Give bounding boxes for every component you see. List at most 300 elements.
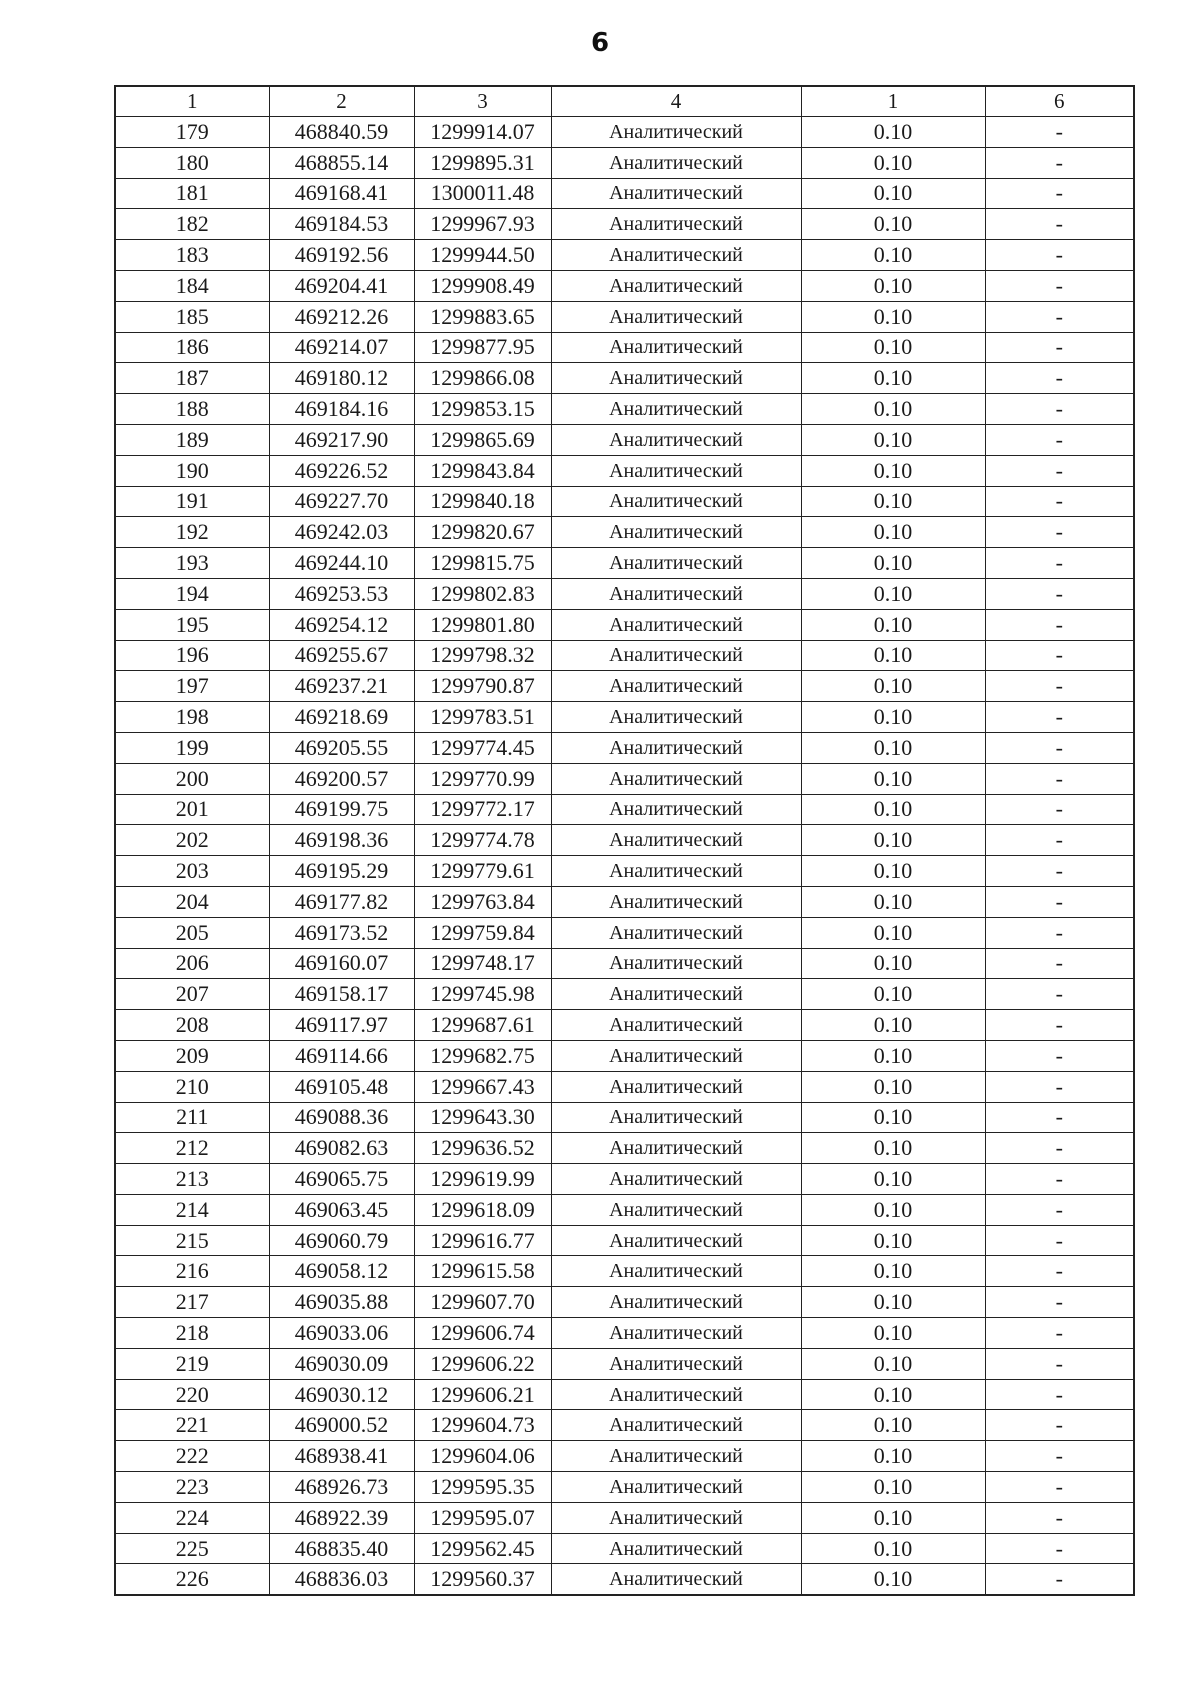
accuracy-cell: 0.10 (801, 1102, 985, 1133)
method-cell: Аналитический (551, 917, 801, 948)
method-cell: Аналитический (551, 1010, 801, 1041)
table-row (115, 702, 1134, 733)
accuracy-cell: 0.10 (801, 609, 985, 640)
point-number-cell: 184 (115, 270, 269, 301)
point-number-cell: 202 (115, 825, 269, 856)
x-coordinate-cell: 469105.48 (269, 1071, 414, 1102)
column-header: 1 (801, 86, 985, 117)
column-header: 4 (551, 86, 801, 117)
method-cell: Аналитический (551, 301, 801, 332)
method-cell: Аналитический (551, 1225, 801, 1256)
accuracy-cell: 0.10 (801, 1010, 985, 1041)
method-cell: Аналитический (551, 1102, 801, 1133)
column-header: 1 (115, 86, 269, 117)
table-row (115, 240, 1134, 271)
point-number-cell: 179 (115, 117, 269, 148)
y-coordinate-cell: 1299790.87 (414, 671, 551, 702)
method-cell: Аналитический (551, 794, 801, 825)
method-cell: Аналитический (551, 948, 801, 979)
note-cell: - (985, 301, 1134, 332)
method-cell: Аналитический (551, 209, 801, 240)
table-row (115, 1287, 1134, 1318)
table-row (115, 455, 1134, 486)
table-row (115, 886, 1134, 917)
point-number-cell: 223 (115, 1472, 269, 1503)
accuracy-cell: 0.10 (801, 702, 985, 733)
note-cell: - (985, 671, 1134, 702)
accuracy-cell: 0.10 (801, 363, 985, 394)
point-number-cell: 212 (115, 1133, 269, 1164)
x-coordinate-cell: 469033.06 (269, 1318, 414, 1349)
method-cell: Аналитический (551, 640, 801, 671)
accuracy-cell: 0.10 (801, 1441, 985, 1472)
y-coordinate-cell: 1299606.74 (414, 1318, 551, 1349)
x-coordinate-cell: 469244.10 (269, 548, 414, 579)
table-row (115, 640, 1134, 671)
x-coordinate-cell: 469177.82 (269, 886, 414, 917)
y-coordinate-cell: 1299595.35 (414, 1472, 551, 1503)
accuracy-cell: 0.10 (801, 1533, 985, 1564)
method-cell: Аналитический (551, 147, 801, 178)
accuracy-cell: 0.10 (801, 1287, 985, 1318)
point-number-cell: 182 (115, 209, 269, 240)
x-coordinate-cell: 469158.17 (269, 979, 414, 1010)
note-cell: - (985, 1040, 1134, 1071)
table-row (115, 147, 1134, 178)
table-row (115, 578, 1134, 609)
method-cell: Аналитический (551, 856, 801, 887)
x-coordinate-cell: 469253.53 (269, 578, 414, 609)
accuracy-cell: 0.10 (801, 1194, 985, 1225)
method-cell: Аналитический (551, 671, 801, 702)
note-cell: - (985, 394, 1134, 425)
y-coordinate-cell: 1299883.65 (414, 301, 551, 332)
x-coordinate-cell: 469184.53 (269, 209, 414, 240)
accuracy-cell: 0.10 (801, 1040, 985, 1071)
method-cell: Аналитический (551, 1502, 801, 1533)
x-coordinate-cell: 468926.73 (269, 1472, 414, 1503)
method-cell: Аналитический (551, 424, 801, 455)
x-coordinate-cell: 469058.12 (269, 1256, 414, 1287)
x-coordinate-cell: 469255.67 (269, 640, 414, 671)
x-coordinate-cell: 468855.14 (269, 147, 414, 178)
method-cell: Аналитический (551, 1256, 801, 1287)
x-coordinate-cell: 468938.41 (269, 1441, 414, 1472)
accuracy-cell: 0.10 (801, 394, 985, 425)
point-number-cell: 221 (115, 1410, 269, 1441)
point-number-cell: 217 (115, 1287, 269, 1318)
accuracy-cell: 0.10 (801, 671, 985, 702)
note-cell: - (985, 240, 1134, 271)
accuracy-cell: 0.10 (801, 1318, 985, 1349)
table-row (115, 1256, 1134, 1287)
y-coordinate-cell: 1299840.18 (414, 486, 551, 517)
y-coordinate-cell: 1299815.75 (414, 548, 551, 579)
y-coordinate-cell: 1299619.99 (414, 1164, 551, 1195)
table-row (115, 1194, 1134, 1225)
note-cell: - (985, 578, 1134, 609)
note-cell: - (985, 117, 1134, 148)
point-number-cell: 218 (115, 1318, 269, 1349)
table-row (115, 1441, 1134, 1472)
x-coordinate-cell: 468836.03 (269, 1564, 414, 1595)
y-coordinate-cell: 1299772.17 (414, 794, 551, 825)
accuracy-cell: 0.10 (801, 1564, 985, 1595)
y-coordinate-cell: 1299783.51 (414, 702, 551, 733)
point-number-cell: 196 (115, 640, 269, 671)
method-cell: Аналитический (551, 1318, 801, 1349)
accuracy-cell: 0.10 (801, 1410, 985, 1441)
x-coordinate-cell: 469226.52 (269, 455, 414, 486)
method-cell: Аналитический (551, 1441, 801, 1472)
accuracy-cell: 0.10 (801, 979, 985, 1010)
method-cell: Аналитический (551, 732, 801, 763)
note-cell: - (985, 363, 1134, 394)
note-cell: - (985, 979, 1134, 1010)
accuracy-cell: 0.10 (801, 1133, 985, 1164)
x-coordinate-cell: 469168.41 (269, 178, 414, 209)
y-coordinate-cell: 1299745.98 (414, 979, 551, 1010)
method-cell: Аналитический (551, 455, 801, 486)
note-cell: - (985, 1410, 1134, 1441)
method-cell: Аналитический (551, 1040, 801, 1071)
point-number-cell: 226 (115, 1564, 269, 1595)
note-cell: - (985, 1564, 1134, 1595)
accuracy-cell: 0.10 (801, 640, 985, 671)
table-row (115, 1071, 1134, 1102)
x-coordinate-cell: 469082.63 (269, 1133, 414, 1164)
point-number-cell: 186 (115, 332, 269, 363)
x-coordinate-cell: 469000.52 (269, 1410, 414, 1441)
table-row (115, 1472, 1134, 1503)
y-coordinate-cell: 1299801.80 (414, 609, 551, 640)
table-row (115, 178, 1134, 209)
y-coordinate-cell: 1299615.58 (414, 1256, 551, 1287)
table-row (115, 548, 1134, 579)
y-coordinate-cell: 1299687.61 (414, 1010, 551, 1041)
y-coordinate-cell: 1299798.32 (414, 640, 551, 671)
point-number-cell: 225 (115, 1533, 269, 1564)
y-coordinate-cell: 1300011.48 (414, 178, 551, 209)
column-header: 3 (414, 86, 551, 117)
y-coordinate-cell: 1299866.08 (414, 363, 551, 394)
note-cell: - (985, 1472, 1134, 1503)
y-coordinate-cell: 1299636.52 (414, 1133, 551, 1164)
method-cell: Аналитический (551, 763, 801, 794)
point-number-cell: 200 (115, 763, 269, 794)
x-coordinate-cell: 469237.21 (269, 671, 414, 702)
note-cell: - (985, 548, 1134, 579)
method-cell: Аналитический (551, 825, 801, 856)
accuracy-cell: 0.10 (801, 1256, 985, 1287)
note-cell: - (985, 886, 1134, 917)
x-coordinate-cell: 468922.39 (269, 1502, 414, 1533)
table-row (115, 1225, 1134, 1256)
y-coordinate-cell: 1299595.07 (414, 1502, 551, 1533)
note-cell: - (985, 147, 1134, 178)
point-number-cell: 185 (115, 301, 269, 332)
method-cell: Аналитический (551, 1410, 801, 1441)
x-coordinate-cell: 469242.03 (269, 517, 414, 548)
table-row (115, 209, 1134, 240)
note-cell: - (985, 825, 1134, 856)
point-number-cell: 204 (115, 886, 269, 917)
method-cell: Аналитический (551, 270, 801, 301)
method-cell: Аналитический (551, 1379, 801, 1410)
accuracy-cell: 0.10 (801, 332, 985, 363)
x-coordinate-cell: 469184.16 (269, 394, 414, 425)
point-number-cell: 188 (115, 394, 269, 425)
point-number-cell: 201 (115, 794, 269, 825)
y-coordinate-cell: 1299843.84 (414, 455, 551, 486)
column-header: 6 (985, 86, 1134, 117)
method-cell: Аналитический (551, 1287, 801, 1318)
method-cell: Аналитический (551, 1071, 801, 1102)
y-coordinate-cell: 1299748.17 (414, 948, 551, 979)
note-cell: - (985, 1348, 1134, 1379)
accuracy-cell: 0.10 (801, 117, 985, 148)
note-cell: - (985, 1318, 1134, 1349)
table-row (115, 1102, 1134, 1133)
accuracy-cell: 0.10 (801, 240, 985, 271)
y-coordinate-cell: 1299774.45 (414, 732, 551, 763)
note-cell: - (985, 1102, 1134, 1133)
y-coordinate-cell: 1299865.69 (414, 424, 551, 455)
table-row (115, 270, 1134, 301)
y-coordinate-cell: 1299908.49 (414, 270, 551, 301)
point-number-cell: 207 (115, 979, 269, 1010)
note-cell: - (985, 1010, 1134, 1041)
y-coordinate-cell: 1299643.30 (414, 1102, 551, 1133)
point-number-cell: 203 (115, 856, 269, 887)
accuracy-cell: 0.10 (801, 1379, 985, 1410)
point-number-cell: 194 (115, 578, 269, 609)
point-number-cell: 211 (115, 1102, 269, 1133)
note-cell: - (985, 1164, 1134, 1195)
point-number-cell: 197 (115, 671, 269, 702)
note-cell: - (985, 1287, 1134, 1318)
accuracy-cell: 0.10 (801, 578, 985, 609)
method-cell: Аналитический (551, 979, 801, 1010)
x-coordinate-cell: 469218.69 (269, 702, 414, 733)
point-number-cell: 195 (115, 609, 269, 640)
note-cell: - (985, 948, 1134, 979)
x-coordinate-cell: 469160.07 (269, 948, 414, 979)
table-row (115, 1410, 1134, 1441)
note-cell: - (985, 917, 1134, 948)
table-row (115, 763, 1134, 794)
x-coordinate-cell: 469204.41 (269, 270, 414, 301)
method-cell: Аналитический (551, 702, 801, 733)
accuracy-cell: 0.10 (801, 1502, 985, 1533)
x-coordinate-cell: 469227.70 (269, 486, 414, 517)
method-cell: Аналитический (551, 332, 801, 363)
accuracy-cell: 0.10 (801, 548, 985, 579)
note-cell: - (985, 763, 1134, 794)
table-row (115, 979, 1134, 1010)
table-row (115, 1564, 1134, 1595)
table-row (115, 794, 1134, 825)
point-number-cell: 180 (115, 147, 269, 178)
accuracy-cell: 0.10 (801, 732, 985, 763)
x-coordinate-cell: 469198.36 (269, 825, 414, 856)
point-number-cell: 206 (115, 948, 269, 979)
x-coordinate-cell: 468835.40 (269, 1533, 414, 1564)
y-coordinate-cell: 1299607.70 (414, 1287, 551, 1318)
accuracy-cell: 0.10 (801, 270, 985, 301)
point-number-cell: 222 (115, 1441, 269, 1472)
method-cell: Аналитический (551, 486, 801, 517)
point-number-cell: 181 (115, 178, 269, 209)
point-number-cell: 183 (115, 240, 269, 271)
x-coordinate-cell: 469035.88 (269, 1287, 414, 1318)
y-coordinate-cell: 1299853.15 (414, 394, 551, 425)
x-coordinate-cell: 469200.57 (269, 763, 414, 794)
note-cell: - (985, 794, 1134, 825)
table-row (115, 517, 1134, 548)
accuracy-cell: 0.10 (801, 948, 985, 979)
accuracy-cell: 0.10 (801, 178, 985, 209)
x-coordinate-cell: 469065.75 (269, 1164, 414, 1195)
method-cell: Аналитический (551, 394, 801, 425)
x-coordinate-cell: 469254.12 (269, 609, 414, 640)
note-cell: - (985, 640, 1134, 671)
point-number-cell: 198 (115, 702, 269, 733)
y-coordinate-cell: 1299820.67 (414, 517, 551, 548)
y-coordinate-cell: 1299895.31 (414, 147, 551, 178)
y-coordinate-cell: 1299763.84 (414, 886, 551, 917)
table-row (115, 917, 1134, 948)
y-coordinate-cell: 1299770.99 (414, 763, 551, 794)
table-row (115, 1164, 1134, 1195)
x-coordinate-cell: 469060.79 (269, 1225, 414, 1256)
note-cell: - (985, 270, 1134, 301)
accuracy-cell: 0.10 (801, 1164, 985, 1195)
y-coordinate-cell: 1299779.61 (414, 856, 551, 887)
y-coordinate-cell: 1299802.83 (414, 578, 551, 609)
y-coordinate-cell: 1299604.06 (414, 1441, 551, 1472)
x-coordinate-cell: 469212.26 (269, 301, 414, 332)
accuracy-cell: 0.10 (801, 763, 985, 794)
point-number-cell: 208 (115, 1010, 269, 1041)
y-coordinate-cell: 1299606.22 (414, 1348, 551, 1379)
note-cell: - (985, 1194, 1134, 1225)
note-cell: - (985, 1133, 1134, 1164)
method-cell: Аналитический (551, 517, 801, 548)
y-coordinate-cell: 1299759.84 (414, 917, 551, 948)
coordinates-table (114, 85, 1135, 1596)
note-cell: - (985, 1502, 1134, 1533)
point-number-cell: 220 (115, 1379, 269, 1410)
method-cell: Аналитический (551, 178, 801, 209)
note-cell: - (985, 609, 1134, 640)
point-number-cell: 191 (115, 486, 269, 517)
point-number-cell: 187 (115, 363, 269, 394)
method-cell: Аналитический (551, 578, 801, 609)
x-coordinate-cell: 469180.12 (269, 363, 414, 394)
x-coordinate-cell: 469214.07 (269, 332, 414, 363)
table-row (115, 301, 1134, 332)
method-cell: Аналитический (551, 1194, 801, 1225)
table-row (115, 1040, 1134, 1071)
note-cell: - (985, 209, 1134, 240)
x-coordinate-cell: 469217.90 (269, 424, 414, 455)
table-row (115, 332, 1134, 363)
accuracy-cell: 0.10 (801, 1225, 985, 1256)
note-cell: - (985, 1071, 1134, 1102)
method-cell: Аналитический (551, 363, 801, 394)
point-number-cell: 205 (115, 917, 269, 948)
note-cell: - (985, 486, 1134, 517)
table-row (115, 117, 1134, 148)
method-cell: Аналитический (551, 1164, 801, 1195)
x-coordinate-cell: 469205.55 (269, 732, 414, 763)
accuracy-cell: 0.10 (801, 1348, 985, 1379)
point-number-cell: 193 (115, 548, 269, 579)
note-cell: - (985, 1441, 1134, 1472)
accuracy-cell: 0.10 (801, 825, 985, 856)
accuracy-cell: 0.10 (801, 1071, 985, 1102)
table-row (115, 1010, 1134, 1041)
method-cell: Аналитический (551, 609, 801, 640)
accuracy-cell: 0.10 (801, 794, 985, 825)
y-coordinate-cell: 1299914.07 (414, 117, 551, 148)
note-cell: - (985, 732, 1134, 763)
table-row (115, 1318, 1134, 1349)
table-row (115, 948, 1134, 979)
y-coordinate-cell: 1299562.45 (414, 1533, 551, 1564)
y-coordinate-cell: 1299944.50 (414, 240, 551, 271)
x-coordinate-cell: 469030.12 (269, 1379, 414, 1410)
method-cell: Аналитический (551, 1133, 801, 1164)
note-cell: - (985, 517, 1134, 548)
accuracy-cell: 0.10 (801, 517, 985, 548)
note-cell: - (985, 455, 1134, 486)
accuracy-cell: 0.10 (801, 147, 985, 178)
x-coordinate-cell: 469195.29 (269, 856, 414, 887)
x-coordinate-cell: 468840.59 (269, 117, 414, 148)
table-row (115, 1533, 1134, 1564)
point-number-cell: 189 (115, 424, 269, 455)
y-coordinate-cell: 1299774.78 (414, 825, 551, 856)
table-row (115, 1348, 1134, 1379)
point-number-cell: 210 (115, 1071, 269, 1102)
note-cell: - (985, 856, 1134, 887)
column-header: 2 (269, 86, 414, 117)
accuracy-cell: 0.10 (801, 886, 985, 917)
note-cell: - (985, 424, 1134, 455)
table-row (115, 671, 1134, 702)
y-coordinate-cell: 1299606.21 (414, 1379, 551, 1410)
y-coordinate-cell: 1299604.73 (414, 1410, 551, 1441)
accuracy-cell: 0.10 (801, 455, 985, 486)
note-cell: - (985, 1225, 1134, 1256)
y-coordinate-cell: 1299967.93 (414, 209, 551, 240)
point-number-cell: 216 (115, 1256, 269, 1287)
x-coordinate-cell: 469117.97 (269, 1010, 414, 1041)
accuracy-cell: 0.10 (801, 301, 985, 332)
x-coordinate-cell: 469192.56 (269, 240, 414, 271)
point-number-cell: 224 (115, 1502, 269, 1533)
method-cell: Аналитический (551, 1472, 801, 1503)
x-coordinate-cell: 469088.36 (269, 1102, 414, 1133)
table-row (115, 363, 1134, 394)
method-cell: Аналитический (551, 240, 801, 271)
point-number-cell: 209 (115, 1040, 269, 1071)
note-cell: - (985, 1256, 1134, 1287)
point-number-cell: 213 (115, 1164, 269, 1195)
y-coordinate-cell: 1299618.09 (414, 1194, 551, 1225)
